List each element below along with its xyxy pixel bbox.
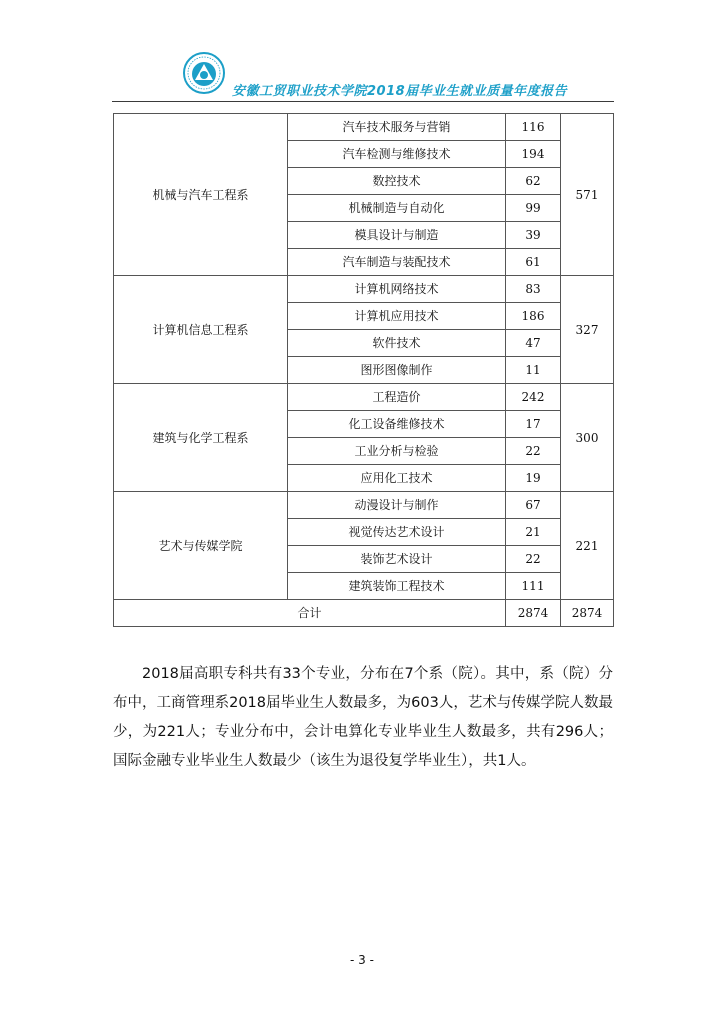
department-total-cell: 300 (561, 384, 614, 492)
major-count-cell: 47 (506, 330, 561, 357)
major-count-cell: 22 (506, 438, 561, 465)
table-row (114, 276, 614, 303)
major-count-cell: 111 (506, 573, 561, 600)
major-name-cell: 视觉传达艺术设计 (288, 519, 506, 546)
school-emblem-icon (183, 52, 225, 94)
major-name-cell: 工程造价 (288, 384, 506, 411)
major-name-cell: 数控技术 (288, 168, 506, 195)
major-count-cell: 11 (506, 357, 561, 384)
major-name-cell: 计算机网络技术 (288, 276, 506, 303)
major-name-cell: 汽车检测与维修技术 (288, 141, 506, 168)
major-name-cell: 图形图像制作 (288, 357, 506, 384)
major-name-cell: 应用化工技术 (288, 465, 506, 492)
major-count-cell: 83 (506, 276, 561, 303)
table-row (114, 384, 614, 411)
major-name-cell: 软件技术 (288, 330, 506, 357)
major-name-cell: 化工设备维修技术 (288, 411, 506, 438)
department-name-cell: 计算机信息工程系 (114, 276, 288, 384)
major-count-cell: 17 (506, 411, 561, 438)
department-total-cell: 221 (561, 492, 614, 600)
major-name-cell: 工业分析与检验 (288, 438, 506, 465)
major-name-cell: 机械制造与自动化 (288, 195, 506, 222)
major-count-cell: 99 (506, 195, 561, 222)
header-title: 安徽工贸职业技术学院2018届毕业生就业质量年度报告 (232, 84, 568, 99)
major-name-cell: 模具设计与制造 (288, 222, 506, 249)
major-name-cell: 汽车制造与装配技术 (288, 249, 506, 276)
major-count-cell: 242 (506, 384, 561, 411)
graduates-table (113, 113, 614, 627)
major-count-cell: 116 (506, 114, 561, 141)
major-name-cell: 汽车技术服务与营销 (288, 114, 506, 141)
department-name-cell: 艺术与传媒学院 (114, 492, 288, 600)
table-total-row (114, 600, 614, 627)
major-name-cell: 建筑装饰工程技术 (288, 573, 506, 600)
major-count-cell: 21 (506, 519, 561, 546)
total-label-cell: 合计 (114, 600, 506, 627)
table-row (114, 492, 614, 519)
major-count-cell: 19 (506, 465, 561, 492)
department-name-cell: 建筑与化学工程系 (114, 384, 288, 492)
summary-text: 2018届高职专科共有33个专业，分布在7个系（院）。其中，系（院）分布中，工商管理系2018届毕业生人数最多，为603人，艺术与传媒学院人数最少，为221人；专业分布中，会计电算化专业毕业生人数最多，共有296人；国际金融专业毕业生人数最少（该生为退役复学毕业生），共1人。 (113, 666, 613, 769)
table-row (114, 114, 614, 141)
major-name-cell: 计算机应用技术 (288, 303, 506, 330)
major-name-cell: 装饰艺术设计 (288, 546, 506, 573)
header-divider (112, 101, 614, 102)
department-name-cell: 机械与汽车工程系 (114, 114, 288, 276)
major-count-cell: 186 (506, 303, 561, 330)
major-count-cell: 22 (506, 546, 561, 573)
major-count-cell: 62 (506, 168, 561, 195)
summary-paragraph (113, 660, 613, 776)
major-count-cell: 67 (506, 492, 561, 519)
major-count-cell: 194 (506, 141, 561, 168)
department-total-cell: 571 (561, 114, 614, 276)
department-total-cell: 327 (561, 276, 614, 384)
major-count-cell: 39 (506, 222, 561, 249)
major-name-cell: 动漫设计与制作 (288, 492, 506, 519)
grand-total-cell: 2874 (561, 600, 614, 627)
total-count-cell: 2874 (506, 600, 561, 627)
major-count-cell: 61 (506, 249, 561, 276)
page-number: - 3 - (350, 953, 374, 967)
